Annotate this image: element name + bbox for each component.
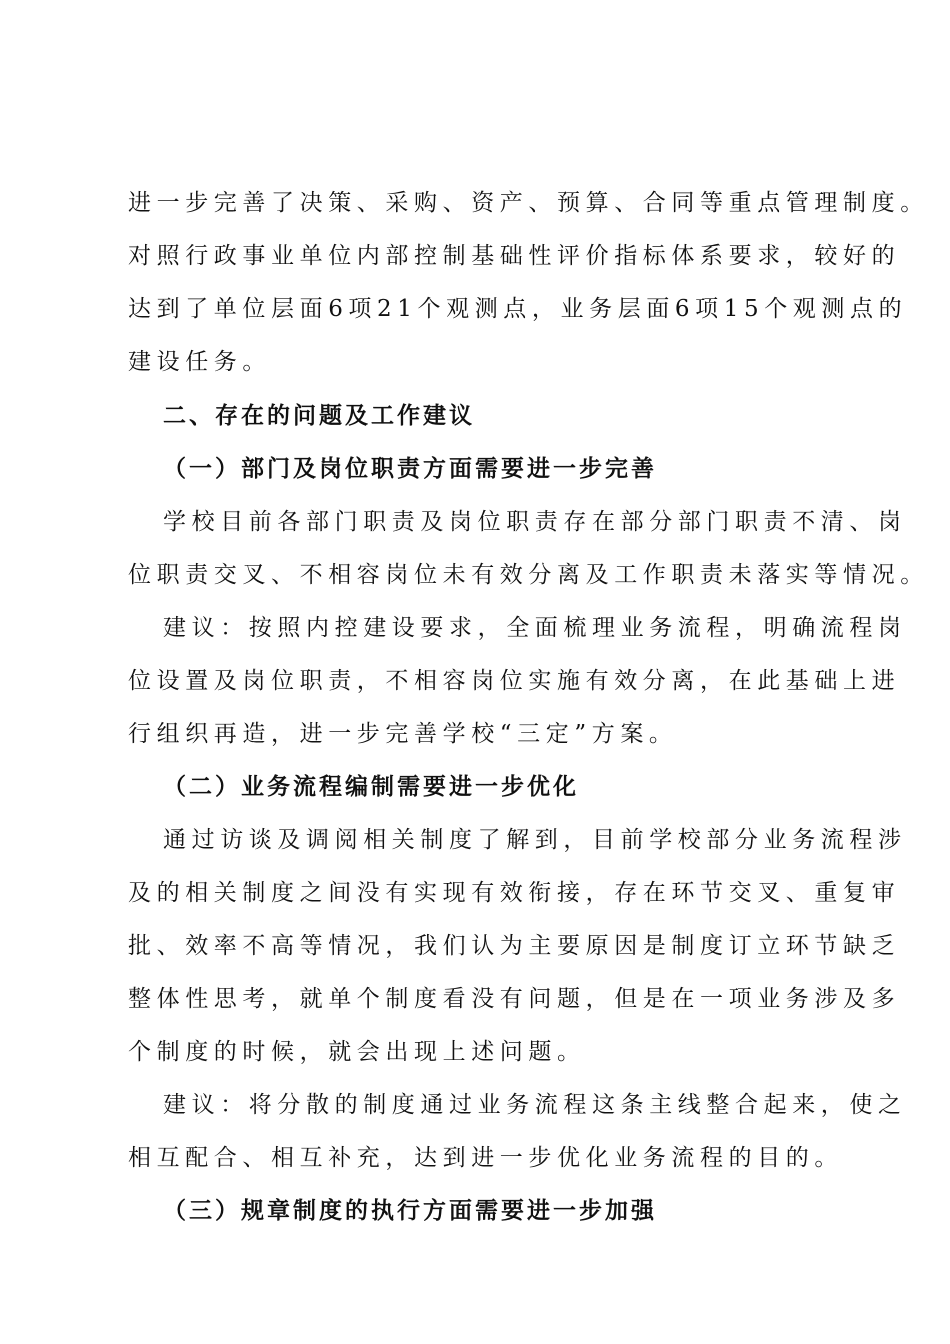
paragraph-line: 通过访谈及调阅相关制度了解到，目前学校部分业务流程涉	[163, 827, 907, 853]
subsection-heading: （三）规章制度的执行方面需要进一步加强	[163, 1197, 657, 1224]
paragraph-line: 相互配合、相互补充，达到进一步优化业务流程的目的。	[128, 1145, 843, 1171]
paragraph-line: 位职责交叉、不相容岗位未有效分离及工作职责未落实等情况。	[128, 562, 929, 588]
paragraph-line: 进一步完善了决策、采购、资产、预算、合同等重点管理制度。	[128, 190, 929, 216]
paragraph-line: 达到了单位层面6项21个观测点，业务层面6项15个观测点的	[128, 296, 908, 322]
paragraph-line: 对照行政事业单位内部控制基础性评价指标体系要求，较好的	[128, 243, 901, 269]
paragraph-line: 学校目前各部门职责及岗位职责存在部分部门职责不清、岗	[163, 509, 907, 535]
paragraph-line: 整体性思考，就单个制度看没有问题，但是在一项业务涉及多	[128, 986, 901, 1012]
paragraph-line: 行组织再造，进一步完善学校“三定”方案。	[128, 721, 678, 747]
paragraph-line: 批、效率不高等情况，我们认为主要原因是制度订立环节缺乏	[128, 933, 901, 959]
paragraph-line: 建议：按照内控建设要求，全面梳理业务流程，明确流程岗	[163, 615, 907, 641]
subsection-heading: （二）业务流程编制需要进一步优化	[163, 773, 579, 800]
paragraph-line: 位设置及岗位职责，不相容岗位实施有效分离，在此基础上进	[128, 668, 901, 694]
subsection-heading: （一）部门及岗位职责方面需要进一步完善	[163, 455, 657, 482]
paragraph-line: 及的相关制度之间没有实现有效衔接，存在环节交叉、重复审	[128, 880, 901, 906]
paragraph-line: 建议：将分散的制度通过业务流程这条主线整合起来，使之	[163, 1092, 907, 1118]
paragraph-line: 建设任务。	[128, 349, 271, 375]
paragraph-line: 个制度的时候，就会出现上述问题。	[128, 1039, 586, 1065]
section-heading: 二、存在的问题及工作建议	[163, 402, 475, 429]
